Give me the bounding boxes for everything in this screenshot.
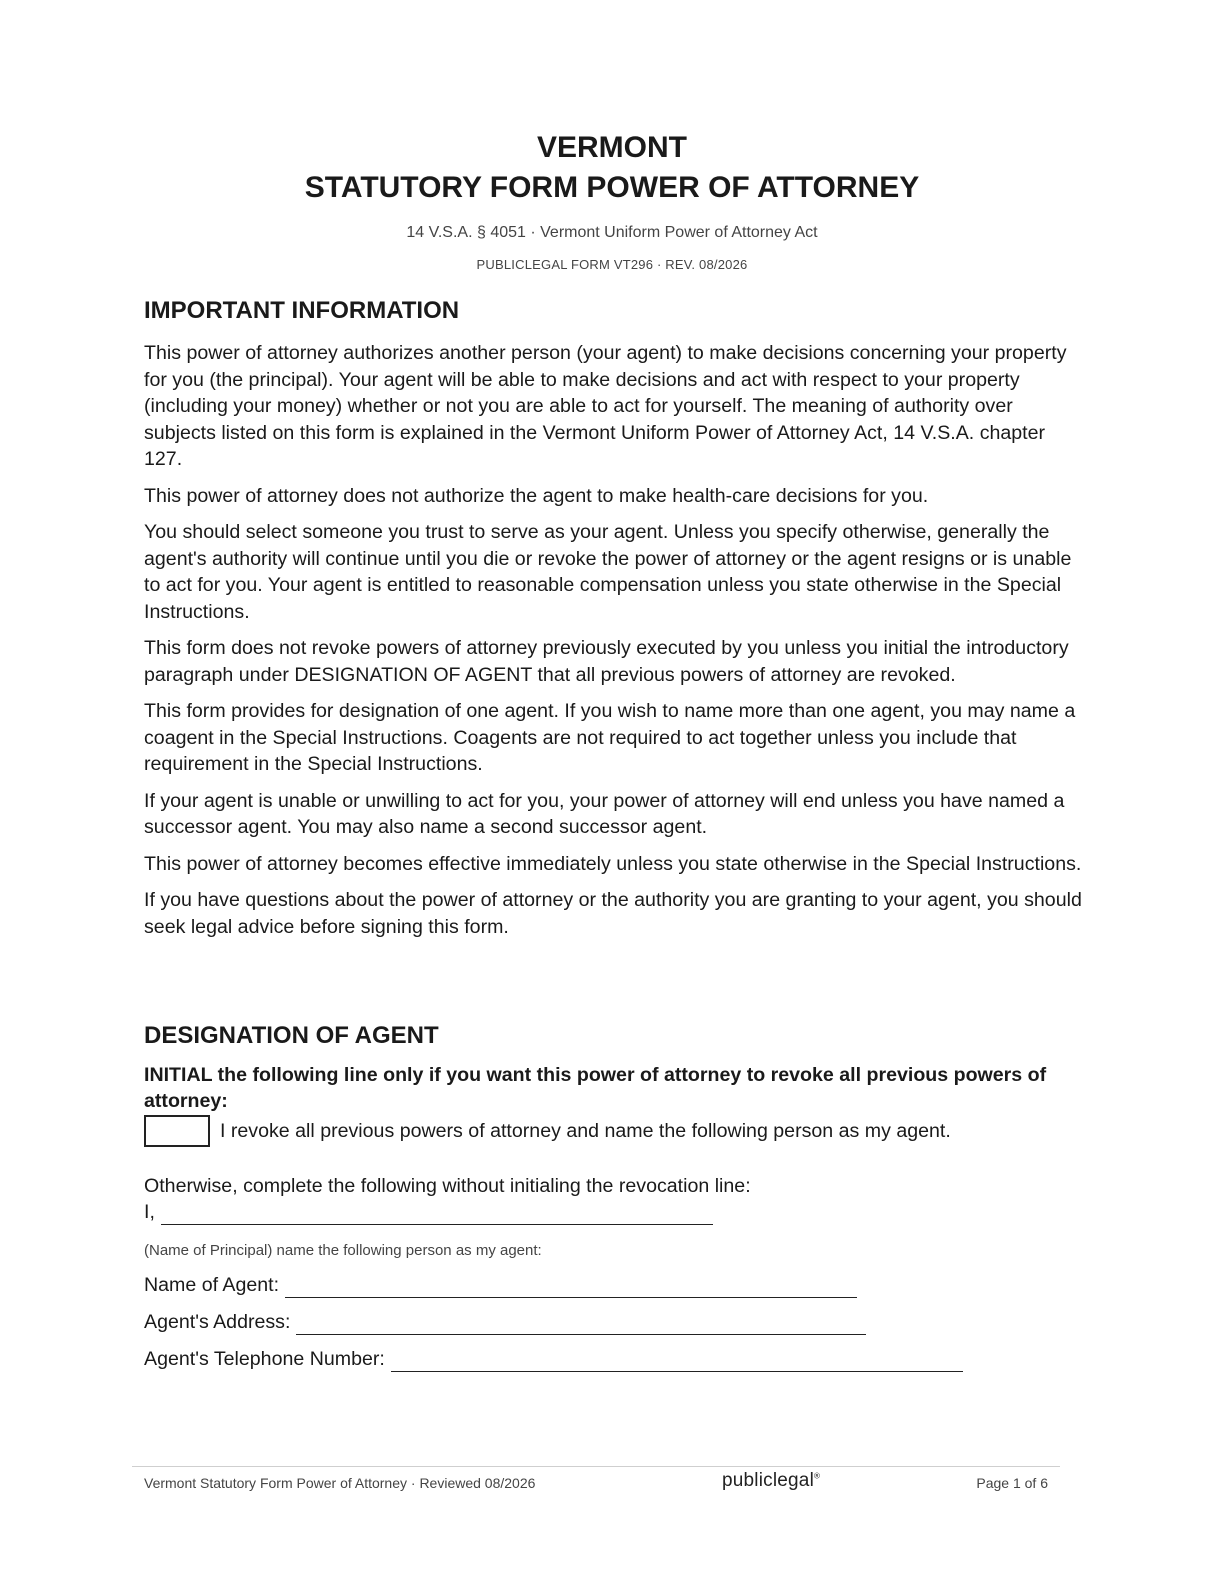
agent-address-field[interactable] (296, 1312, 866, 1335)
trademark-mark: ® (814, 1471, 821, 1481)
agent-name-row (144, 1272, 1084, 1298)
statute-citation: 14 V.S.A. § 4051 · Vermont Uniform Power of Attorney Act (406, 224, 818, 241)
revocation-row (144, 1115, 1084, 1147)
agent-phone-field[interactable] (391, 1349, 963, 1372)
designation-of-agent-section (144, 1062, 1084, 1372)
info-paragraph: This power of attorney becomes effective immediately unless you state otherwise in the Special Instructions. (144, 852, 1082, 875)
agent-name-field[interactable] (285, 1275, 857, 1298)
revocation-initial-box[interactable] (144, 1115, 210, 1147)
principal-note: (Name of Principal) name the following person as my agent: (144, 1242, 542, 1259)
important-information-section (144, 296, 1084, 950)
publiclegal-logo (722, 1470, 820, 1492)
otherwise-instruction: Otherwise, complete the following without initialing the revocation line: (144, 1175, 751, 1197)
footer-divider (132, 1466, 1060, 1467)
page-number: Page 1 of 6 (976, 1475, 1048, 1491)
document-title: STATUTORY FORM POWER OF ATTORNEY (304, 171, 920, 204)
revocation-text: I revoke all previous powers of attorney and name the following person as my agent. (220, 1120, 951, 1142)
principal-name-field[interactable] (161, 1202, 713, 1225)
logo-text: publiclegal (722, 1470, 814, 1491)
principal-name-row (144, 1199, 1084, 1225)
info-paragraph: This form does not revoke powers of attorney previously executed by you unless you initial the introductory paragraph under DESIGNATION OF AGENT that all previous powers of attorney are revoked. (144, 637, 1069, 686)
agent-phone-row (144, 1346, 1084, 1372)
designation-of-agent-heading: DESIGNATION OF AGENT (144, 1022, 439, 1049)
agent-phone-label: Agent's Telephone Number: (144, 1348, 385, 1370)
info-paragraph: This form provides for designation of one agent. If you wish to name more than one agent, you may name a coagent in the Special Instructions. Coagents are not required to act together unless you include that requirement in the Special Instructions. (144, 700, 1076, 775)
important-information-heading: IMPORTANT INFORMATION (144, 297, 460, 324)
principal-prefix: I, (144, 1201, 155, 1223)
document-title-state: VERMONT (537, 131, 687, 164)
agent-address-row (144, 1309, 1084, 1335)
info-paragraph: This power of attorney authorizes another person (your agent) to make decisions concerning your property for you (the principal). Your agent will be able to make decisions and act with respect to your property (including your money) whether or not you are able to act for yourself. The meaning of authority over subjects listed on this form is explained in the Vermont Uniform Power of Attorney Act, 14 V.S.A. chapter 127. (144, 342, 1067, 470)
info-paragraph: This power of attorney does not authorize the agent to make health-care decisions for you. (144, 484, 929, 507)
form-identifier: PUBLICLEGAL FORM VT296 · REV. 08/2026 (476, 257, 748, 272)
agent-address-label: Agent's Address: (144, 1311, 291, 1333)
footer-document-info: Vermont Statutory Form Power of Attorney · Reviewed 08/2026 (144, 1475, 536, 1491)
info-paragraph: If you have questions about the power of attorney or the authority you are granting to your agent, you should seek legal advice before signing this form. (144, 889, 1082, 938)
initial-instruction: INITIAL the following line only if you want this power of attorney to revoke all previous powers of attorney: (144, 1064, 1047, 1112)
info-paragraph: You should select someone you trust to serve as your agent. Unless you specify otherwise, generally the agent's authority will continue until you die or revoke the power of attorney or the agent resigns or is unable to act for you. Your agent is entitled to reasonable compensation unless you state otherwise in the Special Instructions. (144, 521, 1072, 623)
title-block (0, 128, 1224, 273)
info-paragraph: If your agent is unable or unwilling to act for you, your power of attorney will end unless you have named a successor agent. You may also name a second successor agent. (144, 789, 1065, 838)
agent-name-label: Name of Agent: (144, 1274, 280, 1296)
